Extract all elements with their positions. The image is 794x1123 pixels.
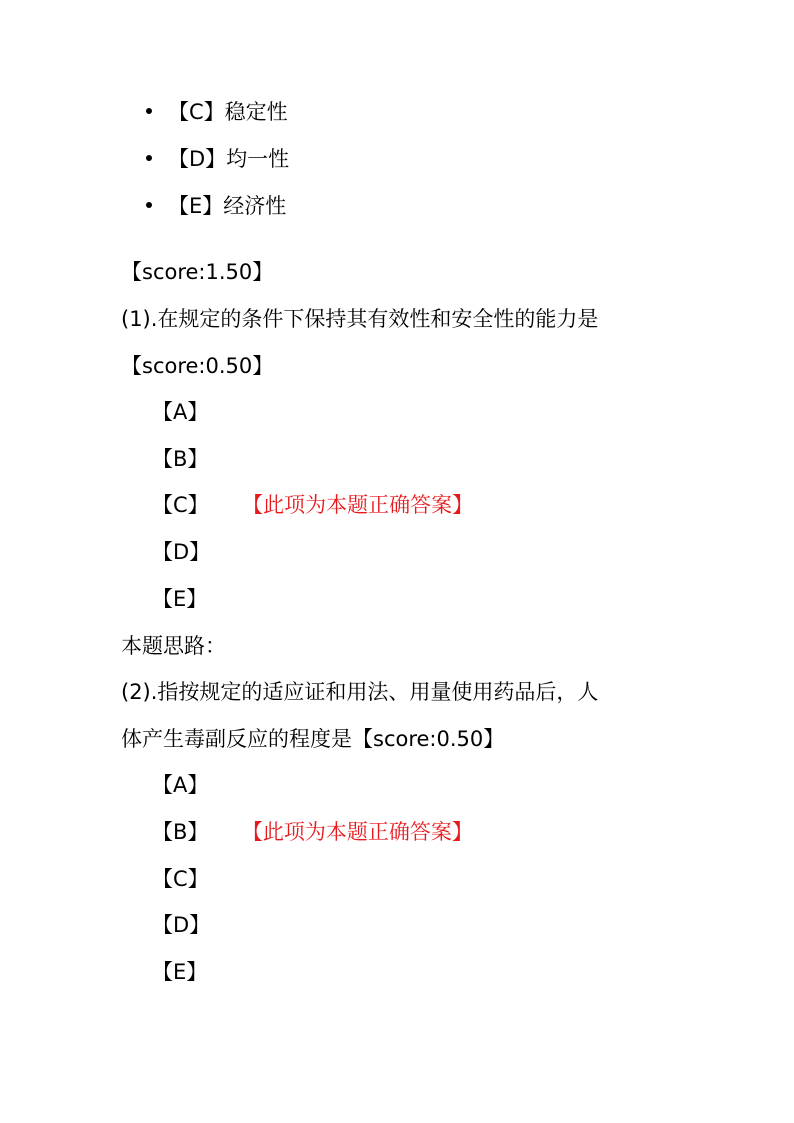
q2-option-b [152,818,473,846]
q1-option-e [152,585,207,613]
q1-option-a [152,398,208,426]
group-score: 【score:1.50】 [121,260,274,284]
correct-answer-mark: 【此项为本题正确答案】 [252,820,473,844]
option-label: 【A】 [152,773,209,797]
q1-option-c [152,491,473,519]
q2-option-d [152,911,210,939]
option-label: 【B】 [152,447,209,471]
option-label: 【E】经济性 [168,194,287,218]
option-label: 【D】 [152,913,211,937]
q2-option-c [152,865,209,893]
option-label: 【E】 [152,587,208,611]
question-1-stem-line2: 【score:0.50】 [121,354,274,378]
question-1-stem-line1: (1).在规定的条件下保持其有效性和安全性的能力是 [121,307,599,331]
bullet-icon [146,108,152,114]
option-label: 【D】均一性 [168,147,290,171]
q2-option-e [152,958,207,986]
option-item-d [146,145,289,173]
option-item-c [146,98,288,126]
option-label: 【C】 [152,493,209,517]
option-item-e [146,192,286,220]
option-label: 【C】稳定性 [168,100,288,124]
q1-option-b [152,445,208,473]
option-label: 【C】 [152,867,209,891]
q2-option-a [152,771,208,799]
option-label: 【D】 [152,540,211,564]
analysis-label: 本题思路： [121,634,226,658]
bullet-icon [146,202,152,208]
question-2-stem-line2: 体产生毒副反应的程度是【score:0.50】 [121,727,505,751]
correct-answer-mark: 【此项为本题正确答案】 [252,493,474,517]
option-label: 【B】 [152,820,209,844]
question-2-stem-line1: (2).指按规定的适应证和用法、用量使用药品后，人 [121,680,599,704]
option-label: 【A】 [152,400,209,424]
option-label: 【E】 [152,960,208,984]
bullet-icon [146,155,152,161]
q1-option-d [152,538,210,566]
